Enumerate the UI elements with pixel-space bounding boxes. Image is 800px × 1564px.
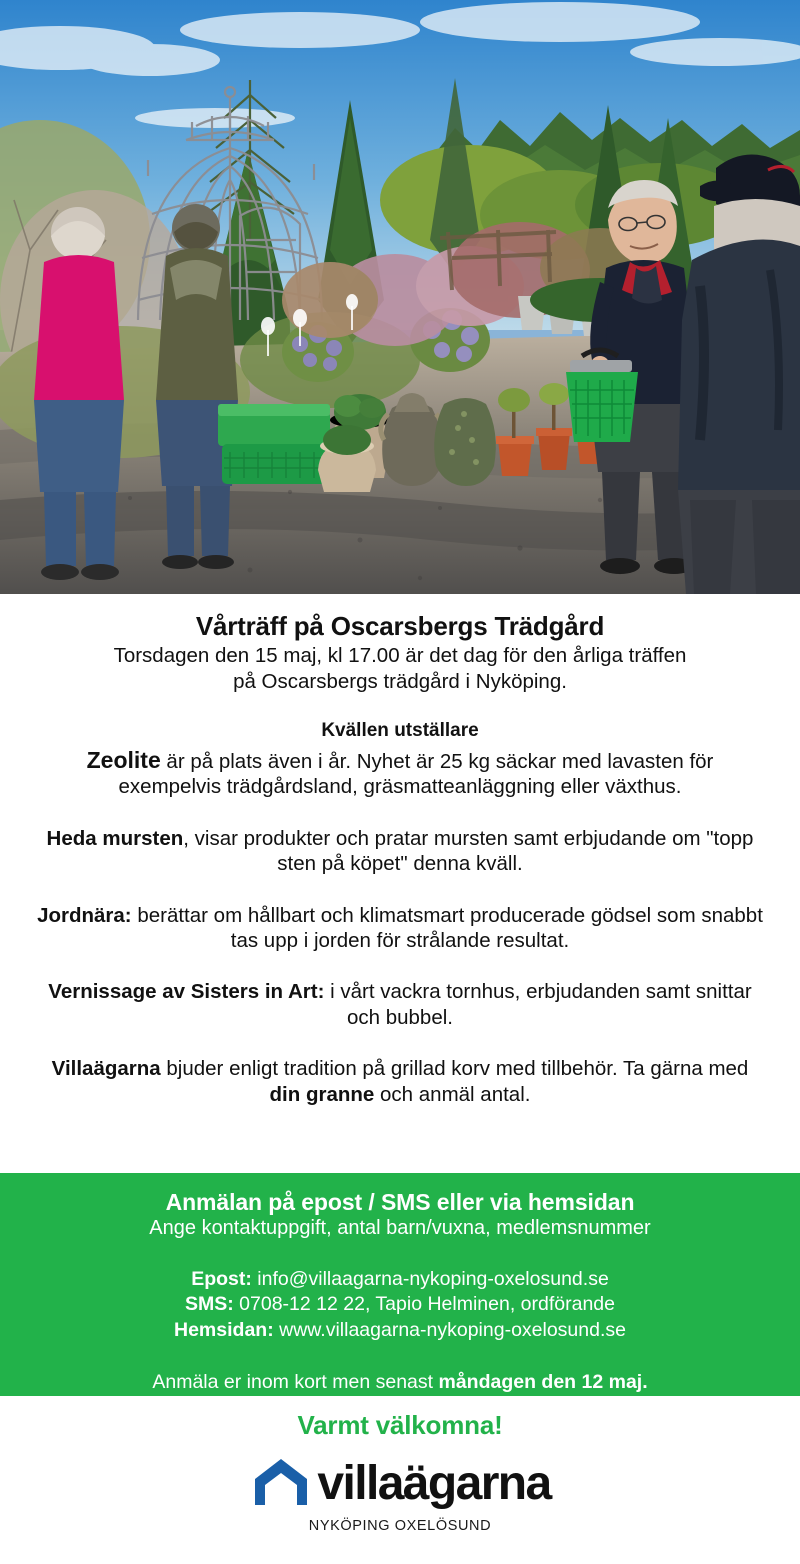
exhibitor-vernissage (22, 979, 778, 1030)
contact-sms-label: SMS: (185, 1293, 234, 1316)
exhibitor-zeolite (22, 746, 778, 800)
exhibitors-heading: Kvällen utställare (321, 719, 479, 741)
exhibitor-jordnara-name: Jordnära: (37, 903, 132, 927)
signup-deadline-prefix: Anmäla er inom kort men senast (152, 1371, 439, 1394)
signup-title: Anmälan på epost / SMS eller via hemsidan (165, 1189, 635, 1215)
brand-region: NYKÖPING OXELÖSUND (308, 1518, 492, 1534)
house-outline-icon (249, 1455, 313, 1512)
exhibitor-heda-mursten-name: Heda mursten (46, 826, 184, 850)
footer (0, 1396, 800, 1564)
exhibitor-jordnara-text: berättar om hållbart och klimatsmart producerade gödsel som snabbt tas upp i jorden för strålande resultat. (131, 903, 763, 953)
brand-logo (0, 1455, 800, 1512)
contact-email[interactable] (0, 1267, 800, 1292)
signup-deadline-date: måndagen den 12 maj. (438, 1371, 648, 1394)
closing-lead: Villaägarna (51, 1057, 161, 1081)
event-details-line1: Torsdagen den 15 maj, kl 17.00 är det dag för den årliga träffen (113, 644, 687, 668)
closing-part1: bjuder enligt tradition på grillad korv med tillbehör. Ta gärna med (160, 1057, 749, 1081)
welcome-message: Varmt välkomna! (297, 1410, 503, 1440)
exhibitor-vernissage-name: Vernissage av Sisters in Art: (48, 980, 325, 1004)
contact-email-value[interactable]: info@villaagarna-nykoping-oxelosund.se (257, 1268, 609, 1290)
exhibitor-zeolite-text: är på plats även i år. Nyhet är 25 kg säckar med lavasten för exempelvis trädgårdsland, gräsmatteanläggning eller växthus. (118, 749, 714, 799)
event-details (22, 643, 778, 694)
photo-shopping-basket (566, 350, 638, 442)
signup-subtitle: Ange kontaktuppgift, antal barn/vuxna, medlemsnummer (149, 1217, 651, 1239)
hero-photo (0, 0, 800, 594)
contact-list (0, 1267, 800, 1343)
page-title: Vårträff på Oscarsbergs Trädgård (195, 611, 605, 641)
brand-wordmark: villaägarna (317, 1456, 551, 1510)
signup-band (0, 1173, 800, 1396)
signup-deadline (0, 1371, 800, 1394)
exhibitor-vernissage-text: i vårt vackra tornhus, erbjudanden samt snittar och bubbel. (324, 980, 752, 1029)
exhibitor-heda-mursten-text: , visar produkter och pratar mursten samt erbjudande om "topp sten på köpet" denna kväll. (183, 826, 754, 876)
contact-sms-value[interactable]: 0708-12 12 22, Tapio Helminen, ordförande (239, 1293, 615, 1316)
event-details-line2: på Oscarsbergs trädgård i Nyköping. (233, 669, 567, 693)
closing-part2: och anmäl antal. (374, 1082, 531, 1106)
exhibitor-heda-mursten (22, 826, 778, 877)
main-content (0, 594, 800, 1107)
closing-paragraph (22, 1056, 778, 1107)
exhibitor-jordnara (22, 903, 778, 954)
contact-sms[interactable] (0, 1292, 800, 1317)
garden-centre-illustration (0, 0, 800, 594)
contact-website-value[interactable]: www.villaagarna-nykoping-oxelosund.se (279, 1318, 626, 1341)
exhibitor-zeolite-name: Zeolite (86, 746, 161, 773)
contact-email-label: Epost: (191, 1268, 252, 1290)
contact-website-label: Hemsidan: (174, 1318, 274, 1341)
contact-website[interactable] (0, 1318, 800, 1343)
closing-emphasis: din granne (269, 1082, 375, 1106)
